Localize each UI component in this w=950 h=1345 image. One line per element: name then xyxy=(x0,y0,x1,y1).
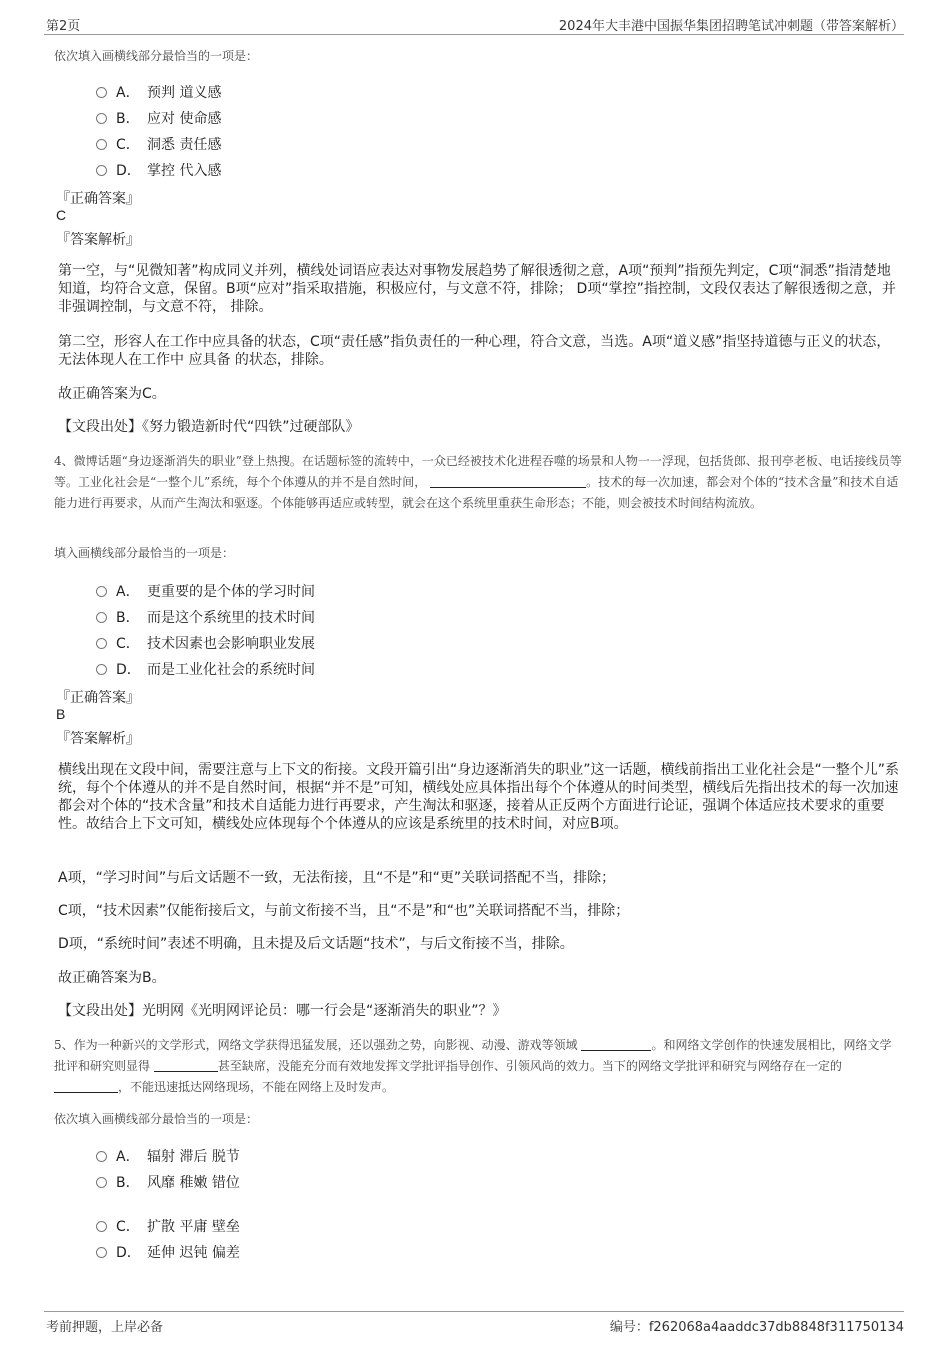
fill-blank xyxy=(430,475,586,488)
q3-analysis-paragraph: 第一空，与“见微知著”构成同义并列，横线处词语应表达对事物发展趋势了解很透彻之意，A项“预判”指预先判定，C项“洞悉”指清楚地知道，均符合文意，保留。B项“应对”指采取措施，积极应付，与文意不符，排除； D项“掌控”指控制，文段仅表达了解很透彻之意，并非强调控制，与文意不符， 排除。 xyxy=(58,263,896,315)
q5-option-b[interactable]: B． 风靡 稚嫩 错位 xyxy=(96,1172,240,1192)
document-title: 2024年大丰港中国振华集团招聘笔试冲刺题（带答案解析） xyxy=(558,19,904,34)
q3-analysis-label: 『答案解析』 xyxy=(56,232,140,248)
radio-icon[interactable] xyxy=(96,612,107,623)
q3-option-a[interactable]: A． 预判 道义感 xyxy=(96,82,221,102)
q5-option-d[interactable]: D． 延伸 迟钝 偏差 xyxy=(96,1242,240,1262)
q4-analysis-label: 『答案解析』 xyxy=(56,731,140,747)
q3-conclusion: 故正确答案为C。 xyxy=(58,386,166,402)
q5-prompt: 依次填入画横线部分最恰当的一项是： xyxy=(54,1112,259,1126)
fill-blank xyxy=(581,1038,651,1051)
q4-answer-label: 『正确答案』 xyxy=(56,690,140,706)
q5-option-c[interactable]: C． 扩散 平庸 壁垒 xyxy=(96,1216,240,1236)
q4-stem: 4、微博话题“身边逐渐消失的职业”登上热搜。在话题标签的流转中，一众已经被技术化进程吞噬的场景和人物一一浮现，包括货郎、报刊亭老板、电话接线员等等。工业化社会是“一整个儿”系统，每个个体遵从的并不是自然时间， 。技术的每一次加速，都会对个体的“技术含量”和技术自适能力进行再要求，从而产生淘汰和驱逐。个体能够再适应或转型，就会在这个系统里重获生命形态；不能，则会被技术时间结构流放。 xyxy=(54,454,902,510)
radio-icon[interactable] xyxy=(96,139,107,150)
radio-icon[interactable] xyxy=(96,113,107,124)
q3-option-c[interactable]: C． 洞悉 责任感 xyxy=(96,134,221,154)
q4-conclusion: 故正确答案为B。 xyxy=(58,970,166,986)
radio-icon[interactable] xyxy=(96,1247,107,1258)
q3-analysis-paragraph: 第二空，形容人在工作中应具备的状态，C项“责任感”指负责任的一种心理，符合文意，当选。A项“道义感”指坚持道德与正义的状态，无法体现人在工作中 应具备 的状态，排除。 xyxy=(58,334,891,368)
document-code: 编号：f262068a4aaddc37db8848f311750134 xyxy=(609,1320,904,1335)
q3-source: 【文段出处】《努力锻造新时代“四铁”过硬部队》 xyxy=(58,419,360,435)
fill-blank xyxy=(54,1080,118,1093)
radio-icon[interactable] xyxy=(96,1177,107,1188)
q4-answer: B xyxy=(56,706,66,722)
q3-option-b[interactable]: B． 应对 使命感 xyxy=(96,108,221,128)
radio-icon[interactable] xyxy=(96,638,107,649)
q4-option-c[interactable]: C． 技术因素也会影响职业发展 xyxy=(96,633,315,653)
radio-icon[interactable] xyxy=(96,165,107,176)
q4-option-d[interactable]: D． 而是工业化社会的系统时间 xyxy=(96,659,315,679)
fill-blank xyxy=(154,1059,218,1072)
q3-answer: C xyxy=(56,207,67,223)
q3-prompt: 依次填入画横线部分最恰当的一项是： xyxy=(54,49,259,63)
q5-stem: 5、作为一种新兴的文学形式，网络文学获得迅猛发展，还以强劲之势，向影视、动漫、游戏等领域 。和网络文学创作的快速发展相比，网络文学批评和研究则显得 甚至缺席，没能充分而有效地发挥文学批评指导创作、引领风尚的效力。当下的网络文学批评和研究与网络存在一定的 ，不能迅速抵达网络现场，不能在网络上及时发声。 xyxy=(54,1038,892,1094)
footer-rule xyxy=(44,1311,904,1312)
q3-answer-label: 『正确答案』 xyxy=(56,191,140,207)
radio-icon[interactable] xyxy=(96,87,107,98)
radio-icon[interactable] xyxy=(96,664,107,675)
radio-icon[interactable] xyxy=(96,1151,107,1162)
footer-slogan: 考前押题，上岸必备 xyxy=(46,1320,164,1335)
q5-option-a[interactable]: A． 辐射 滞后 脱节 xyxy=(96,1146,240,1166)
q4-source: 【文段出处】光明网《光明网评论员：哪一行会是“逐渐消失的职业”？》 xyxy=(58,1003,507,1019)
header-rule xyxy=(44,34,904,35)
q4-analysis-c: C项，“技术因素”仅能衔接后文，与前文衔接不当，且“不是”和“也”关联词搭配不当，排除； xyxy=(58,903,630,919)
q4-prompt: 填入画横线部分最恰当的一项是： xyxy=(54,546,235,560)
radio-icon[interactable] xyxy=(96,586,107,597)
page-number: 第2页 xyxy=(46,19,81,34)
q4-analysis-a: A项，“学习时间”与后文话题不一致，无法衔接，且“不是”和“更”关联词搭配不当，排除； xyxy=(58,870,616,886)
q4-analysis-d: D项，“系统时间”表述不明确，且未提及后文话题“技术”，与后文衔接不当，排除。 xyxy=(58,936,574,952)
radio-icon[interactable] xyxy=(96,1221,107,1232)
q3-option-d[interactable]: D． 掌控 代入感 xyxy=(96,160,221,180)
q4-option-a[interactable]: A． 更重要的是个体的学习时间 xyxy=(96,581,315,601)
q4-option-b[interactable]: B． 而是这个系统里的技术时间 xyxy=(96,607,315,627)
q4-analysis-paragraph: 横线出现在文段中间，需要注意与上下文的衔接。文段开篇引出“身边逐渐消失的职业”这一话题，横线前指出工业化社会是“一整个儿”系统，每个个体遵从的并不是自然时间，根据“并不是”可知，横线处应具体指出每个个体遵从的时间类型，横线后先指出技术的每一次加速都会对个体的“技术含量”和技术自适能力进行再要求，产生淘汰和驱逐，接着从正反两个方面进行论证，强调个体适应技术要求的重要性。故结合上下文可知，横线处应体现每个个体遵从的应该是系统里的技术时间，对应B项。 xyxy=(58,762,900,832)
